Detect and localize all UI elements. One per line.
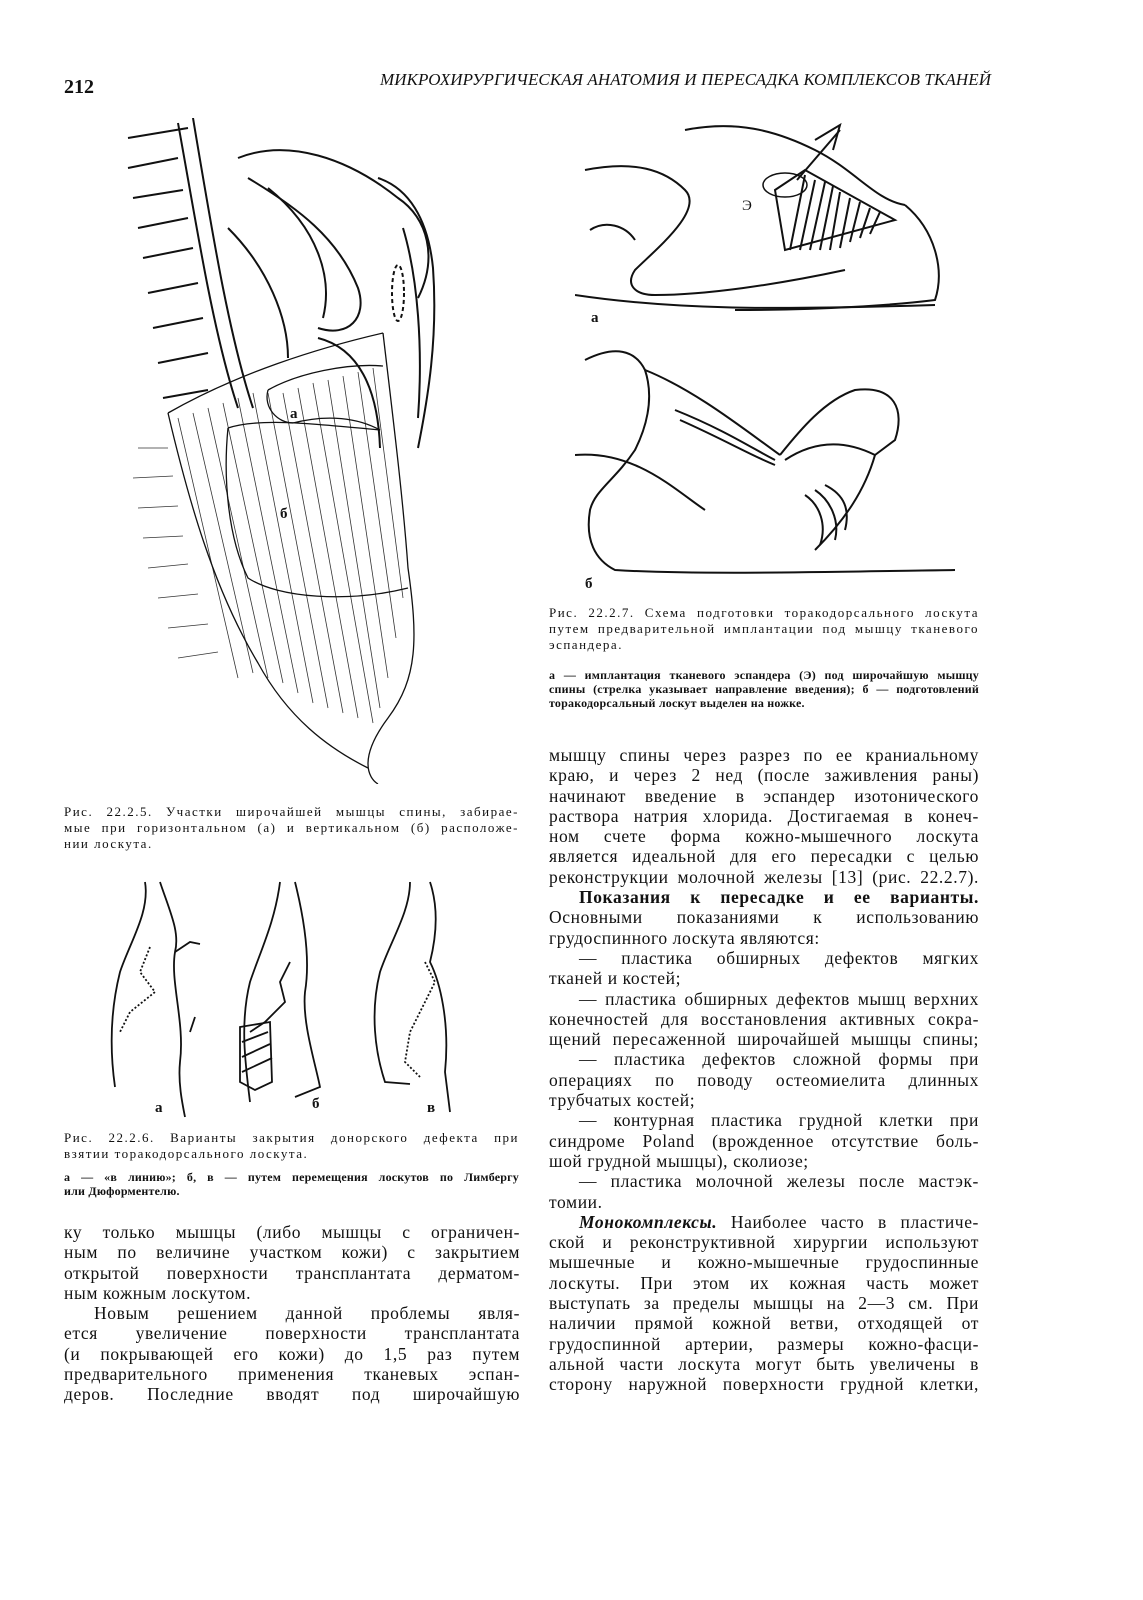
figure-label-b: б	[312, 1096, 320, 1112]
text-line: Новым решением данной проблемы явля-	[94, 1303, 520, 1324]
right-column-text	[549, 745, 979, 1395]
text-line: лоскуты. При этом их кожная часть может	[549, 1272, 979, 1293]
text-line: тканей и костей;	[549, 968, 682, 989]
figure-label-e: Э	[742, 198, 752, 214]
text-line: открытой поверхности трансплантата дерматом-	[64, 1262, 520, 1283]
text-line: шой грудной мышцы), сколиозе;	[549, 1150, 809, 1171]
text-line: предварительного применения тканевых эспан-	[64, 1364, 520, 1385]
figure-22-2-6-caption: Рис. 22.2.6. Варианты закрытия донорского дефекта при взятии торакодорсального лоскута.	[64, 1130, 519, 1161]
text-line: начинают введение в эспандер изотонического	[549, 785, 979, 806]
text-line: сторону наружной поверхности грудной клетки,	[549, 1374, 979, 1395]
text-line: мышечные и кожно-мышечные грудоспинные	[549, 1252, 979, 1273]
text-line: раствора натрия хлорида. Достигаемая в конеч-	[549, 805, 979, 826]
text-line: деров. Последние вводят под широчайшую	[64, 1384, 520, 1405]
text-line: грудоспинного лоскута являются:	[549, 927, 820, 948]
section-heading: Показания к пересадке и ее варианты.	[579, 887, 979, 908]
text-line: ным кожным лоскутом.	[64, 1282, 252, 1303]
text-line: наличии прямой кожной ветви, отходящей от	[549, 1313, 979, 1334]
figure-label-b: б	[280, 506, 288, 522]
text-line: конечностей для восстановления активных сокра-	[549, 1008, 979, 1029]
text-line: томии.	[549, 1191, 603, 1212]
running-head: МИКРОХИРУРГИЧЕСКАЯ АНАТОМИЯ И ПЕРЕСАДКА КОМПЛЕКСОВ ТКАНЕЙ	[380, 70, 992, 89]
text-line: операциях по поводу остеомиелита длинных	[549, 1069, 979, 1090]
text-line: мышцу спины через разрез по ее краниальному	[549, 745, 979, 765]
list-item: — пластика молочной железы после мастэк-	[579, 1171, 979, 1192]
figure-22-2-7-caption: Рис. 22.2.7. Схема подготовки торакодорсального лоскута путем предварительной имплантации под мышцу тканевого эспандера.	[549, 605, 979, 652]
run-in-term: Монокомплексы.	[579, 1211, 718, 1232]
list-item: — контурная пластика грудной клетки при	[579, 1110, 979, 1131]
left-column-text	[64, 1222, 520, 1405]
figure-label-a: а	[155, 1100, 163, 1116]
text-line: реконструкции молочной железы [13] (рис. 22.2.7).	[549, 866, 979, 887]
text-line: Основными показаниями к использованию	[549, 907, 979, 928]
text-line: ном счете форма кожно-мышечного лоскута	[549, 826, 979, 847]
text-line: выступать за пределы мышцы на 2—3 см. При	[549, 1293, 979, 1314]
list-item: — пластика дефектов сложной формы при	[579, 1049, 979, 1070]
figure-22-2-7-caption-bold: а — имплантация тканевого эспандера (Э) под широчайшую мышцу спины (стрелка указывает направление введения); б — подготовлений торакодорсальный лоскут выделен на ножке.	[549, 668, 979, 710]
text-line: альной части лоскута могут быть увеличены в	[549, 1353, 979, 1374]
text-line: трубчатых костей;	[549, 1090, 696, 1111]
list-item: — пластика обширных дефектов мягких	[579, 947, 979, 968]
text-line: (и покрывающей его кожи) до 1,5 раз путем	[64, 1343, 520, 1364]
figure-label-a: а	[290, 406, 298, 422]
figure-label-a: а	[591, 310, 599, 326]
text-line: ным по величине участком кожи) с закрытием	[64, 1242, 520, 1263]
text-line: синдроме Poland (врожденное отсутствие боль-	[549, 1130, 979, 1151]
figure-22-2-5-caption: Рис. 22.2.5. Участки широчайшей мышцы спины, забирае- мые при горизонтальном (а) и вертикальном (б) расположе- нии лоскута.	[64, 804, 519, 851]
text-line: ской и реконструктивной хирургии используют	[549, 1232, 979, 1253]
figure-22-2-6-caption-bold: а — «в линию»; б, в — путем перемещения лоскутов по Лимбергу или Дюформентелю.	[64, 1170, 519, 1198]
text-line: является идеальной для его пересадки с целью	[549, 846, 979, 867]
text-line: ется увеличение поверхности трансплантата	[64, 1323, 520, 1344]
text-line: щений пересаженной широчайшей мышцы спины;	[549, 1029, 979, 1050]
figure-22-2-6-illustration	[90, 872, 500, 1120]
figure-label-b: б	[585, 576, 593, 592]
text-line: Монокомплексы. Наиболее часто в пластиче-	[579, 1211, 979, 1232]
figure-22-2-5-illustration	[118, 118, 468, 784]
text-line: грудоспинной артерии, размеры кожно-фасци-	[549, 1333, 979, 1354]
page-number: 212	[64, 76, 94, 98]
list-item: — пластика обширных дефектов мышц верхних	[579, 988, 979, 1009]
figure-label-c: в	[427, 1100, 436, 1116]
figure-22-2-7-illustration	[575, 110, 967, 598]
text-line: ку только мышцы (либо мышцы с ограничен-	[64, 1222, 520, 1242]
text-line: краю, и через 2 нед (после заживления раны)	[549, 765, 979, 786]
